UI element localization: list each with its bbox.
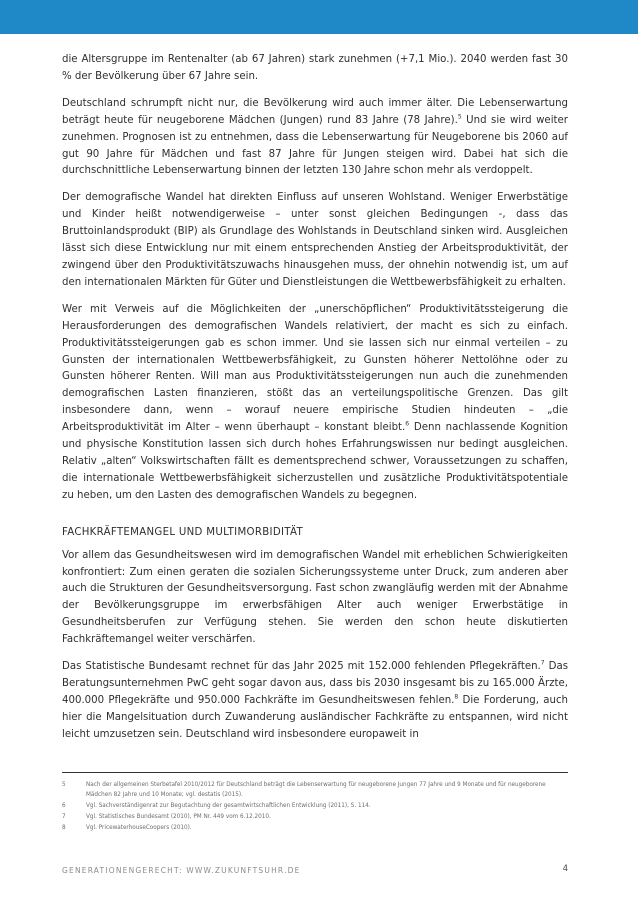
footnote-text: Nach der allgemeinen Sterbetafel 2010/2012 für Deutschland beträgt die Lebenserwartung für neugeborene Jungen 77 Jahre und 9 Monate und für neugeborene Mädchen 82 Jahre und 10 Monate; vgl. destatis (2015). xyxy=(86,782,546,798)
footnote xyxy=(62,802,568,812)
paragraph xyxy=(62,302,568,505)
footnote-ref[interactable]: 8 xyxy=(454,693,459,701)
paragraph-text: Denn nachlassende Kognition und physische Konstitution lassen sich durch hohes Erfahrungswissen nur bedingt ausgleichen. Relativ „alten“ Volkswirtschaften fällt es dementsprechend schwer, Voraussetzungen zu schaffen, die internationale Wettbewerbsfähigkeit sicherzustellen und zusätzliche Produktivitätspotentiale zu heben, um den Lasten des demografischen Wandels zu begegnen. xyxy=(62,422,568,501)
paragraph-text: Und sie wird weiter zunehmen. Prognosen ist zu entnehmen, dass die Lebenserwartung für Neugeborene bis 2060 auf gut 90 Jahre für Mädchen und fast 87 Jahre für Jungen steigen wird. Dabei hat sich die durchschnittliche Lebenserwartung binnen der letzten 130 Jahre schon mehr als verdoppelt. xyxy=(62,114,568,177)
paragraph xyxy=(62,96,568,181)
paragraph-text: Wer mit Verweis auf die Möglichkeiten der „unerschöpflichen“ Produktivitätssteigerung die Herausforderungen des demografischen Wandels relativiert, der macht es sich zu einfach. Produktivitätssteigerungen gab es schon immer. Und sie lassen sich nur einmal verteilen – zu Gunsten der internationalen Wettbewerbsfähigkeit, zu Gunsten höherer Nettolöhne oder zu Gunsten höherer Renten. Will man aus Produktivitätssteigerungen nun auch die zunehmenden demografischen Lasten finanzieren, stößt das an verteilungspolitische Grenzen. Das gilt insbesondere dann, wenn – worauf neuere empirische Studien hindeuten – „die Arbeitsproduktivität im Alter – wenn überhaupt – konstant bleibt. xyxy=(62,303,568,434)
footnote-ref[interactable]: 6 xyxy=(405,420,410,428)
paragraph xyxy=(62,659,568,744)
page-number: 4 xyxy=(562,864,568,874)
main-text xyxy=(62,52,568,754)
footnote-ref[interactable]: 5 xyxy=(457,113,462,121)
footnote-number: 5 xyxy=(62,782,66,788)
footnote-divider xyxy=(62,772,568,773)
footnote xyxy=(62,824,568,834)
footnote xyxy=(62,813,568,823)
paragraph-text: Die Forderung, auch hier die Mangelsituation durch Zuwanderung ausländischer Fachkräfte zu entspannen, wird nicht leicht umzusetzen sein. Deutschland wird insbesondere europaweit in xyxy=(62,694,568,740)
footnote-ref[interactable]: 7 xyxy=(540,659,545,667)
header-color-bar xyxy=(0,0,638,34)
footnote-number: 6 xyxy=(62,802,66,809)
footnote-text: Vgl. Statistisches Bundesamt (2010), PM Nr. 449 vom 6.12.2010. xyxy=(86,814,271,821)
footnote-text: Vgl. PricewaterhouseCoopers (2010). xyxy=(86,825,192,832)
paragraph-text: Das Statistische Bundesamt rechnet für das Jahr 2025 mit 152.000 fehlenden Pflegekräften. xyxy=(62,661,541,673)
paragraph-text: Das Beratungsunternehmen PwC geht sogar davon aus, dass bis 2030 insgesamt bis zu 165.000 Ärzte, 400.000 Pflegekräfte und 950.000 Fachkräfte im Gesundheitswesen fehlen. xyxy=(62,661,568,706)
footer-url[interactable]: GENERATIONENGERECHT: WWW.ZUKUNFTSUHR.DE xyxy=(62,866,301,875)
footnote-number: 7 xyxy=(62,814,66,821)
paragraph: die Altersgruppe im Rentenalter (ab 67 Jahren) stark zunehmen (+7,1 Mio.). 2040 werden fast 30 % der Bevölkerung über 67 Jahre sein. xyxy=(62,54,568,82)
footnote xyxy=(62,781,568,800)
paragraph: Vor allem das Gesundheitswesen wird im demografischen Wandel mit erheblichen Schwierigkeiten konfrontiert: Zum einen geraten die sozialen Sicherungssysteme unter Druck, zum anderen aber auch die Strukturen der Gesundheitsversorgung. Fast schon zwangläufig werden mit der Abnahme der Bevölkerungsgruppe im erwerbsfähigen Alter auch weniger Erwerbstätige in Gesundheitsberufen zur Verfügung stehen. Sie werden den schon heute diskutierten Fachkräftemangel weiter verschärfen. xyxy=(62,549,568,646)
paragraph-text: Deutschland schrumpft nicht nur, die Bevölkerung wird auch immer älter. Die Lebenserwartung beträgt heute für neugeborene Mädchen (Jungen) rund 83 Jahre (78 Jahre). xyxy=(62,97,568,126)
footnotes xyxy=(62,781,568,836)
paragraph: Der demografische Wandel hat direkten Einfluss auf unseren Wohlstand. Weniger Erwerbstätige und Kinder heißt notwendigerweise – unter sonst gleichen Bedingungen -, dass das Bruttoinlandsprodukt (BIP) als Grundlage des Wohlstands in Deutschland sinken wird. Ausgleichen lässt sich diese Entwicklung nur mit einem entsprechenden Anstieg der Arbeitsproduktivität, der zwingend über den Produktivitätszuwachs hinausgehen muss, der ohnehin notwendig ist, um auf den internationalen Märkten für Güter und Dienstleistungen die Wettbewerbsfähigkeit zu erhalten. xyxy=(62,192,568,288)
footnote-text: Vgl. Sachverständigenrat zur Begutachtung der gesamtwirtschaftlichen Entwicklung (2011), S. 114. xyxy=(86,802,371,809)
section-heading: FACHKRÄFTEMANGEL UND MULTIMORBIDITÄT xyxy=(62,526,304,538)
footnote-number: 8 xyxy=(62,825,66,832)
